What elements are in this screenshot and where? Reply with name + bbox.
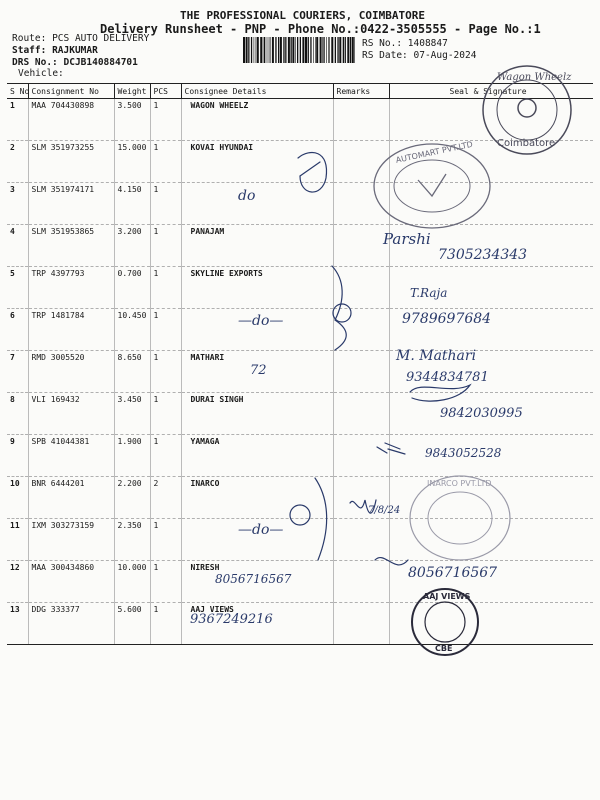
handwriting-do-row6: —do— [238,313,284,329]
pcs-cell: 1 [150,141,181,183]
pcs-cell: 1 [150,225,181,267]
signature-row9-phone: 9843052528 [425,446,502,460]
sno-cell: 9 [7,435,28,477]
rs-date-label: RS Date: [362,50,408,61]
col-consignee: Consignee Details [181,84,333,99]
consignment-no-cell: VLI 169432 [28,393,114,435]
rs-date-value: 07-Aug-2024 [413,50,477,61]
company-title: THE PROFESSIONAL COURIERS, COIMBATORE [180,9,426,22]
sno-cell: 4 [7,225,28,267]
consignee-cell: KOVAI HYUNDAI [181,141,333,183]
pcs-cell: 2 [150,477,181,519]
pcs-cell: 1 [150,561,181,603]
consignment-no-cell: SPB 41044381 [28,435,114,477]
weight-cell: 3.450 [114,393,150,435]
consignee-cell: YAMAGA [181,435,333,477]
weight-cell: 10.000 [114,561,150,603]
signature-row6-phone: 9789697684 [402,311,492,327]
pcs-cell: 1 [150,183,181,225]
weight-cell: 0.700 [114,267,150,309]
route-value: PCS AUTO DELIVERY [52,33,150,44]
inarco-stamp [405,470,515,565]
aaj-stamp-city: CBE [435,644,453,653]
weight-cell: 3.500 [114,99,150,141]
col-weight: Weight [114,84,150,99]
pcs-cell: 1 [150,393,181,435]
col-pcs: PCS [150,84,181,99]
consignee-cell: NIRESH [181,561,333,603]
consignee-cell: INARCO [181,477,333,519]
weight-cell: 8.650 [114,351,150,393]
consignee-cell: AAJ VIEWS [181,603,333,645]
consignment-no-cell: MAA 300434860 [28,561,114,603]
wagon-stamp-text: Wagon Wheelz [497,72,572,83]
sno-cell: 5 [7,267,28,309]
handwriting-row13-phone: 9367249216 [190,612,273,627]
signature-row12-phone: 8056716567 [408,565,498,581]
consignee-cell: DURAI SINGH [181,393,333,435]
col-consignment: Consignment No [28,84,114,99]
consignment-no-cell: TRP 4397793 [28,267,114,309]
automart-stamp-text: AUTOMART PVT.LTD [394,140,474,165]
signature-row11-date: 7/8/24 [368,505,401,516]
drs-value: DCJB140884701 [63,57,138,68]
pcs-cell: 1 [150,351,181,393]
pcs-cell: 1 [150,99,181,141]
vehicle-label: Vehicle: [18,68,64,79]
consignment-no-cell: DDG 333377 [28,603,114,645]
weight-cell: 3.200 [114,225,150,267]
consignee-cell: PANAJAM [181,225,333,267]
weight-cell: 5.600 [114,603,150,645]
sno-cell: 2 [7,141,28,183]
pcs-cell: 1 [150,435,181,477]
aaj-views-stamp [405,585,485,660]
col-seal: Seal & Signature [389,84,593,99]
weight-cell: 2.200 [114,477,150,519]
consignee-cell: SKYLINE EXPORTS [181,267,333,309]
sno-cell: 7 [7,351,28,393]
staff-value: RAJKUMAR [52,45,98,56]
automart-stamp [370,140,500,235]
sno-cell: 3 [7,183,28,225]
col-sno: S No [7,84,28,99]
handwriting-do-row3: do [238,188,256,204]
sno-cell: 8 [7,393,28,435]
weight-cell: 10.450 [114,309,150,351]
pcs-cell: 1 [150,309,181,351]
sno-cell: 10 [7,477,28,519]
signature-row4: Parshi [383,230,431,248]
consignment-no-cell: SLM 351953865 [28,225,114,267]
sno-cell: 13 [7,603,28,645]
sno-cell: 6 [7,309,28,351]
sno-cell: 11 [7,519,28,561]
sno-cell: 1 [7,99,28,141]
aaj-stamp-text: AAJ VIEWS [423,592,471,601]
consignment-no-cell: SLM 351974171 [28,183,114,225]
weight-cell: 15.000 [114,141,150,183]
sno-cell: 12 [7,561,28,603]
weight-cell: 2.350 [114,519,150,561]
consignee-cell: WAGON WHEELZ [181,99,333,141]
weight-cell: 4.150 [114,183,150,225]
pcs-cell: 1 [150,267,181,309]
pcs-cell: 1 [150,603,181,645]
handwriting-row12-phone: 8056716567 [215,572,292,586]
consignment-no-cell: IXM 303273159 [28,519,114,561]
signature-row6: T.Raja [410,286,448,300]
wagon-stamp-city: Coimbatore [497,138,556,149]
route-label: Route: [12,33,47,44]
signature-row7: M. Mathari [396,348,477,364]
signature-row4-phone: 7305234343 [438,247,528,263]
col-remarks: Remarks [333,84,389,99]
consignee-cell: MATHARI [181,351,333,393]
drs-label: DRS No.: [12,57,58,68]
consignment-no-cell: MAA 704430898 [28,99,114,141]
consignment-no-cell: RMD 3005520 [28,351,114,393]
rs-no-label: RS No.: [362,38,403,49]
staff-label: Staff: [12,45,47,56]
runsheet-subtitle: Delivery Runsheet - PNP - Phone No.:0422-3505555 - Page No.:1 [100,22,541,36]
consignment-no-cell: TRP 1481784 [28,309,114,351]
consignment-no-cell: BNR 6444201 [28,477,114,519]
weight-cell: 1.900 [114,435,150,477]
handwriting-72: 72 [250,363,267,378]
handwriting-do-row11: —do— [238,522,284,538]
rs-no-value: 1408847 [407,38,448,49]
signature-row7-phone: 9344834781 [406,370,489,385]
consignment-no-cell: SLM 351973255 [28,141,114,183]
pcs-cell: 1 [150,519,181,561]
inarco-stamp-text: INARCO PVT.LTD [427,479,492,488]
signature-row8-phone: 9842030995 [440,406,523,421]
